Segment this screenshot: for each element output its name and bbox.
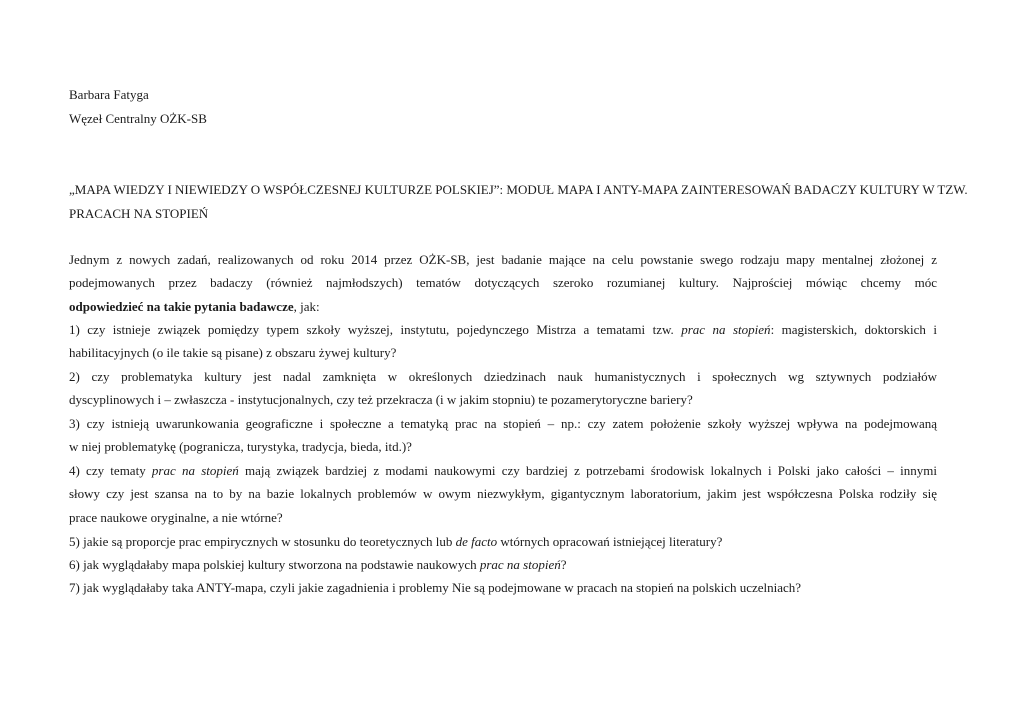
question-6-italic: prac na stopień	[479, 557, 561, 572]
question-5-line-1	[69, 534, 937, 550]
question-2-line-2: dyscyplinowych i – zwłaszcza - instytucjonalnych, czy też przekracza (i w jakim stopniu) te pozamerytoryczne bariery?	[69, 392, 693, 407]
question-1-italic: prac na stopień	[681, 322, 771, 337]
intro-line-3-rest: , jak:	[293, 299, 320, 314]
question-4-text-a: 4) czy tematy	[69, 463, 152, 478]
intro-line-2: podejmowanych przez badaczy (również najmłodszych) tematów dotyczących szeroko rozumianej kultury. Najprościej mówiąc chcemy móc	[69, 275, 937, 290]
question-5-italic: de facto	[455, 534, 498, 549]
question-6-text-b: ?	[560, 557, 567, 572]
research-questions-emphasis: odpowiedzieć na takie pytania badawcze	[69, 299, 294, 314]
question-4-italic: prac na stopień	[151, 463, 239, 478]
question-3-line-1: 3) czy istnieją uwarunkowania geograficzne i społeczne a tematyką prac na stopień – np.: czy zatem położenie szkoły wyższej wpływa na podejmowaną	[69, 416, 937, 431]
question-1-text-a: 1) czy istnieje związek pomiędzy typem szkoły wyższej, instytutu, pojedynczego Mistrza a tematami tzw.	[69, 322, 682, 337]
question-4-line-3: prace naukowe oryginalne, a nie wtórne?	[69, 510, 283, 525]
intro-line-1: Jednym z nowych zadań, realizowanych od roku 2014 przez OŻK-SB, jest badanie mające na celu powstanie swego rodzaju mapy mentalnej złożonej z	[69, 252, 937, 267]
question-1-text-b: : magisterskich, doktorskich i	[770, 322, 938, 337]
document-title-line-1: „MAPA WIEDZY I NIEWIEDZY O WSPÓŁCZESNEJ KULTURZE POLSKIEJ”: MODUŁ MAPA I ANTY-MAPA ZAINTERESOWAŃ BADACZY KULTURY W TZW.	[69, 182, 968, 197]
question-4-line-2: słowy czy jest szansa na to by na bazie lokalnych problemów w owym niezwykłym, gigantycznym laboratorium, jakim jest współczesna Polska rodziły się	[69, 486, 937, 501]
question-2-line-1: 2) czy problematyka kultury jest nadal zamknięta w określonych dziedzinach nauk humanistycznych i społecznych wg sztywnych podziałów	[69, 369, 937, 384]
question-4-line-1	[69, 463, 937, 479]
author-affiliation: Węzeł Centralny OŻK-SB	[69, 111, 207, 126]
question-1-line-1	[69, 322, 937, 338]
question-4-text-b: mają związek bardziej z modami naukowymi czy bardziej z potrzebami środowisk lokalnych i Polski jako całości – innymi	[238, 463, 937, 478]
question-6-text-a: 6) jak wyglądałaby mapa polskiej kultury stworzona na podstawie naukowych	[69, 557, 480, 572]
author-name: Barbara Fatyga	[69, 87, 149, 102]
question-6-line-1	[69, 557, 937, 573]
intro-line-3	[69, 299, 937, 315]
question-5-text-b: wtórnych opracowań istniejącej literatury?	[497, 534, 723, 549]
document-title-line-2: PRACACH NA STOPIEŃ	[69, 206, 209, 221]
question-5-text-a: 5) jakie są proporcje prac empirycznych w stosunku do teoretycznych lub	[69, 534, 456, 549]
question-1-line-2: habilitacyjnych (o ile takie są pisane) z obszaru żywej kultury?	[69, 345, 397, 360]
question-3-line-2: w niej problematykę (pogranicza, turystyka, tradycja, bieda, itd.)?	[69, 439, 412, 454]
question-7-line-1: 7) jak wyglądałaby taka ANTY-mapa, czyli jakie zagadnienia i problemy Nie są podejmowane w pracach na stopień na polskich uczelniach?	[69, 580, 802, 595]
